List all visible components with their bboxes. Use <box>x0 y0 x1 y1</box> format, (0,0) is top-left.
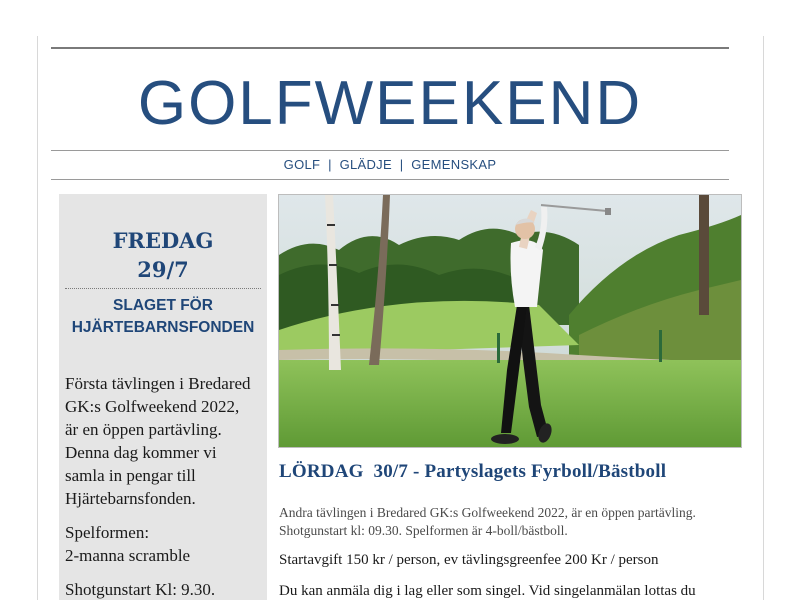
page-border-left <box>37 36 38 600</box>
text-line: GK:s Golfweekend 2022, <box>65 397 240 416</box>
friday-heading <box>59 226 267 284</box>
text-line: 2-manna scramble <box>65 546 191 565</box>
text-line: Shotgunstart Kl: 9.30. <box>65 580 216 599</box>
header-top-rule <box>51 47 729 49</box>
sidebar-paragraph-intro <box>65 372 261 510</box>
registration-paragraph: Du kan anmäla dig i lag eller som singel. Vid singelanmälan lottas du <box>279 583 696 599</box>
sidebar-paragraph-start <box>65 578 261 600</box>
text-line: Hjärtebarnsfonden. <box>65 489 196 508</box>
header-bottom-rule <box>51 179 729 180</box>
day-date: 29/7 <box>137 257 189 282</box>
text-line: Första tävlingen i Bredared <box>65 374 251 393</box>
text-line: Spelformen: <box>65 523 150 542</box>
event-title-line: SLAGET FÖR <box>113 297 213 314</box>
text-line: samla in pengar till <box>65 466 196 485</box>
entry-fee-paragraph: Startavgift 150 kr / person, ev tävlingsgreenfee 200 Kr / person <box>279 552 659 568</box>
tagline: GOLF | GLÄDJE | GEMENSKAP <box>283 157 497 172</box>
sidebar-paragraph-format <box>65 521 261 567</box>
day-name: FREDAG <box>112 228 214 253</box>
text-line: Denna dag kommer vi <box>65 443 217 462</box>
page-border-right <box>763 36 764 600</box>
friday-sidebar <box>59 194 267 600</box>
event-title <box>59 295 267 339</box>
golfer-photo <box>278 194 742 448</box>
saturday-intro-paragraph: Andra tävlingen i Bredared GK:s Golfweekend 2022, är en öppen partävling. Shotgunstart kl: 09.30. Spelformen är 4-boll/bästboll. <box>279 505 696 538</box>
page-title: GOLFWEEKEND <box>137 69 643 138</box>
event-title-line: HJÄRTEBARNSFONDEN <box>71 319 255 336</box>
header-divider <box>51 150 729 151</box>
dotted-divider <box>65 288 261 289</box>
saturday-heading: LÖRDAG 30/7 - Partyslagets Fyrboll/Bästboll <box>279 461 667 482</box>
text-line: är en öppen partävling. <box>65 420 222 439</box>
